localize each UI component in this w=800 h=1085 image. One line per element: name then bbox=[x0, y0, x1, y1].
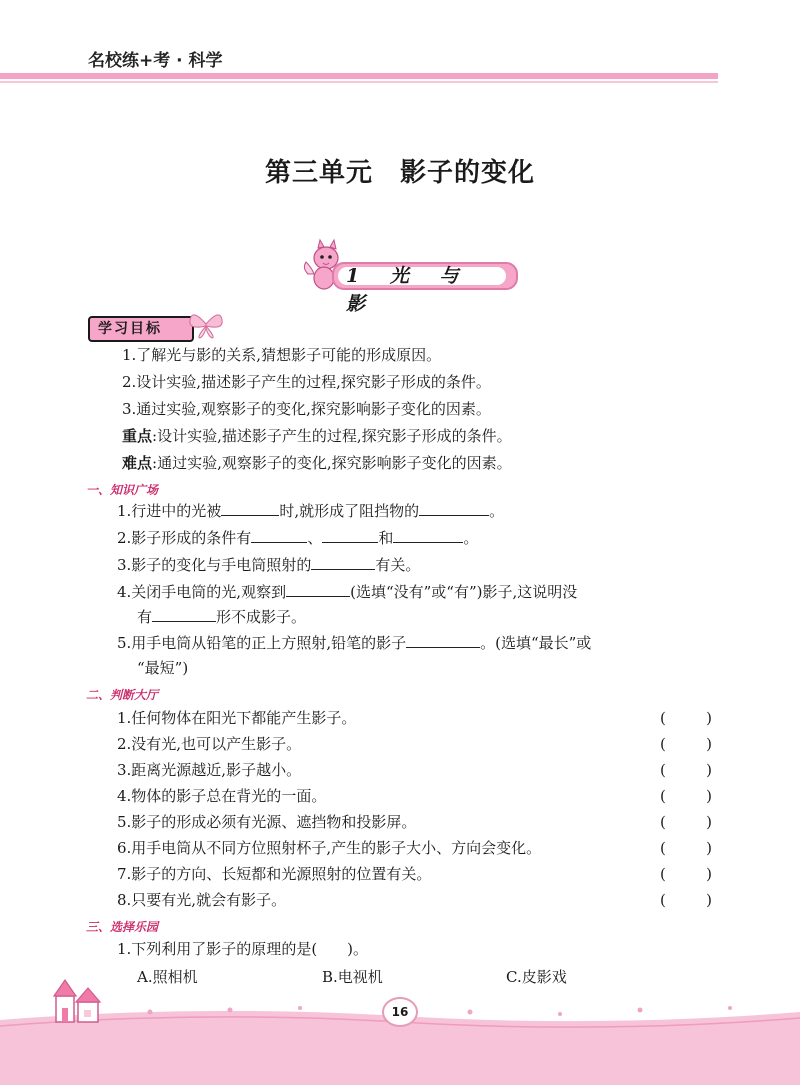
lesson-badge bbox=[296, 238, 526, 315]
unit-title: 第三单元 影子的变化 bbox=[264, 158, 535, 188]
judge-item: 7.影子的方向、长短都和光源照射的位置有关。 bbox=[117, 865, 432, 883]
answer-paren[interactable]: ( ) bbox=[660, 891, 712, 909]
answer-blank[interactable] bbox=[322, 528, 378, 543]
fill-question-4-cont: 有 形不成影子。 bbox=[137, 608, 307, 626]
fill-question-3: 3.影子的变化与手电筒照射的 有关。 bbox=[117, 556, 421, 574]
section-judgement-title: 二、判断大厅 bbox=[86, 688, 159, 702]
choice-option-c[interactable]: C.皮影戏 bbox=[506, 968, 567, 986]
goal-item: 2.设计实验,描述影子产生的过程,探究影子形成的条件。 bbox=[122, 373, 491, 391]
castle-icon bbox=[50, 974, 106, 1026]
header-stripe-thin bbox=[0, 81, 718, 83]
difficulty-text: :通过实验,观察影子的变化,探究影响影子变化的因素。 bbox=[152, 454, 512, 472]
answer-paren[interactable]: ( ) bbox=[660, 813, 712, 831]
goal-item: 3.通过实验,观察影子的变化,探究影响影子变化的因素。 bbox=[122, 400, 491, 418]
key-point-text: :设计实验,描述影子产生的过程,探究影子形成的条件。 bbox=[152, 427, 512, 445]
page-number: 16 bbox=[382, 997, 418, 1027]
answer-paren[interactable]: ( ) bbox=[660, 761, 712, 779]
judge-item: 5.影子的形成必须有光源、遮挡物和投影屏。 bbox=[117, 813, 417, 831]
answer-blank[interactable] bbox=[251, 528, 307, 543]
fill-question-5: 5.用手电筒从铅笔的正上方照射,铅笔的影子 。(选填“最长”或 bbox=[117, 634, 592, 652]
answer-paren[interactable]: ( ) bbox=[660, 839, 712, 857]
judge-item: 2.没有光,也可以产生影子。 bbox=[117, 735, 302, 753]
key-point-label: 重点 bbox=[122, 427, 153, 445]
answer-blank[interactable] bbox=[393, 528, 463, 543]
answer-paren[interactable]: ( ) bbox=[660, 709, 712, 727]
goal-item: 1.了解光与影的关系,猜想影子可能的形成原因。 bbox=[122, 346, 442, 364]
difficulty-point bbox=[122, 452, 512, 474]
choice-question-1: 1.下列利用了影子的原理的是( )。 bbox=[117, 940, 369, 958]
judge-item: 8.只要有光,就会有影子。 bbox=[117, 891, 287, 909]
judge-item: 3.距离光源越近,影子越小。 bbox=[117, 761, 302, 779]
judge-item: 1.任何物体在阳光下都能产生影子。 bbox=[117, 709, 357, 727]
header-stripe bbox=[0, 73, 718, 79]
answer-blank[interactable] bbox=[311, 555, 375, 570]
choice-option-b[interactable]: B.电视机 bbox=[322, 968, 383, 986]
answer-blank[interactable] bbox=[286, 582, 350, 597]
judge-item: 4.物体的影子总在背光的一面。 bbox=[117, 787, 327, 805]
book-title: 名校练+考 · 科学 bbox=[88, 51, 223, 71]
judge-item: 6.用手电筒从不同方位照射杯子,产生的影子大小、方向会变化。 bbox=[117, 839, 542, 857]
section-knowledge-title: 一、知识广场 bbox=[86, 483, 159, 497]
fill-question-5-cont: “最短”) bbox=[137, 659, 189, 677]
fill-question-4: 4.关闭手电筒的光,观察到 (选填“没有”或“有”)影子,这说明没 bbox=[117, 583, 578, 601]
answer-blank[interactable] bbox=[419, 501, 489, 516]
fill-question-1: 1.行进中的光被 时,就形成了阻挡物的 。 bbox=[117, 502, 505, 520]
learning-goals-label: 学习目标 bbox=[88, 316, 194, 342]
answer-paren[interactable]: ( ) bbox=[660, 735, 712, 753]
answer-paren[interactable]: ( ) bbox=[660, 787, 712, 805]
fill-question-2: 2.影子形成的条件有 、 和 。 bbox=[117, 529, 479, 547]
key-point bbox=[122, 425, 512, 447]
butterfly-icon bbox=[186, 308, 226, 340]
answer-blank[interactable] bbox=[406, 633, 480, 648]
lesson-title: 1 光 与 影 bbox=[346, 265, 471, 315]
page-header bbox=[0, 0, 800, 90]
section-choice-title: 三、选择乐园 bbox=[86, 920, 159, 934]
answer-blank[interactable] bbox=[221, 501, 279, 516]
difficulty-label: 难点 bbox=[122, 454, 153, 472]
answer-blank[interactable] bbox=[152, 607, 216, 622]
choice-option-a[interactable]: A.照相机 bbox=[137, 968, 198, 986]
learning-goals-tag bbox=[88, 314, 196, 340]
answer-paren[interactable]: ( ) bbox=[660, 865, 712, 883]
